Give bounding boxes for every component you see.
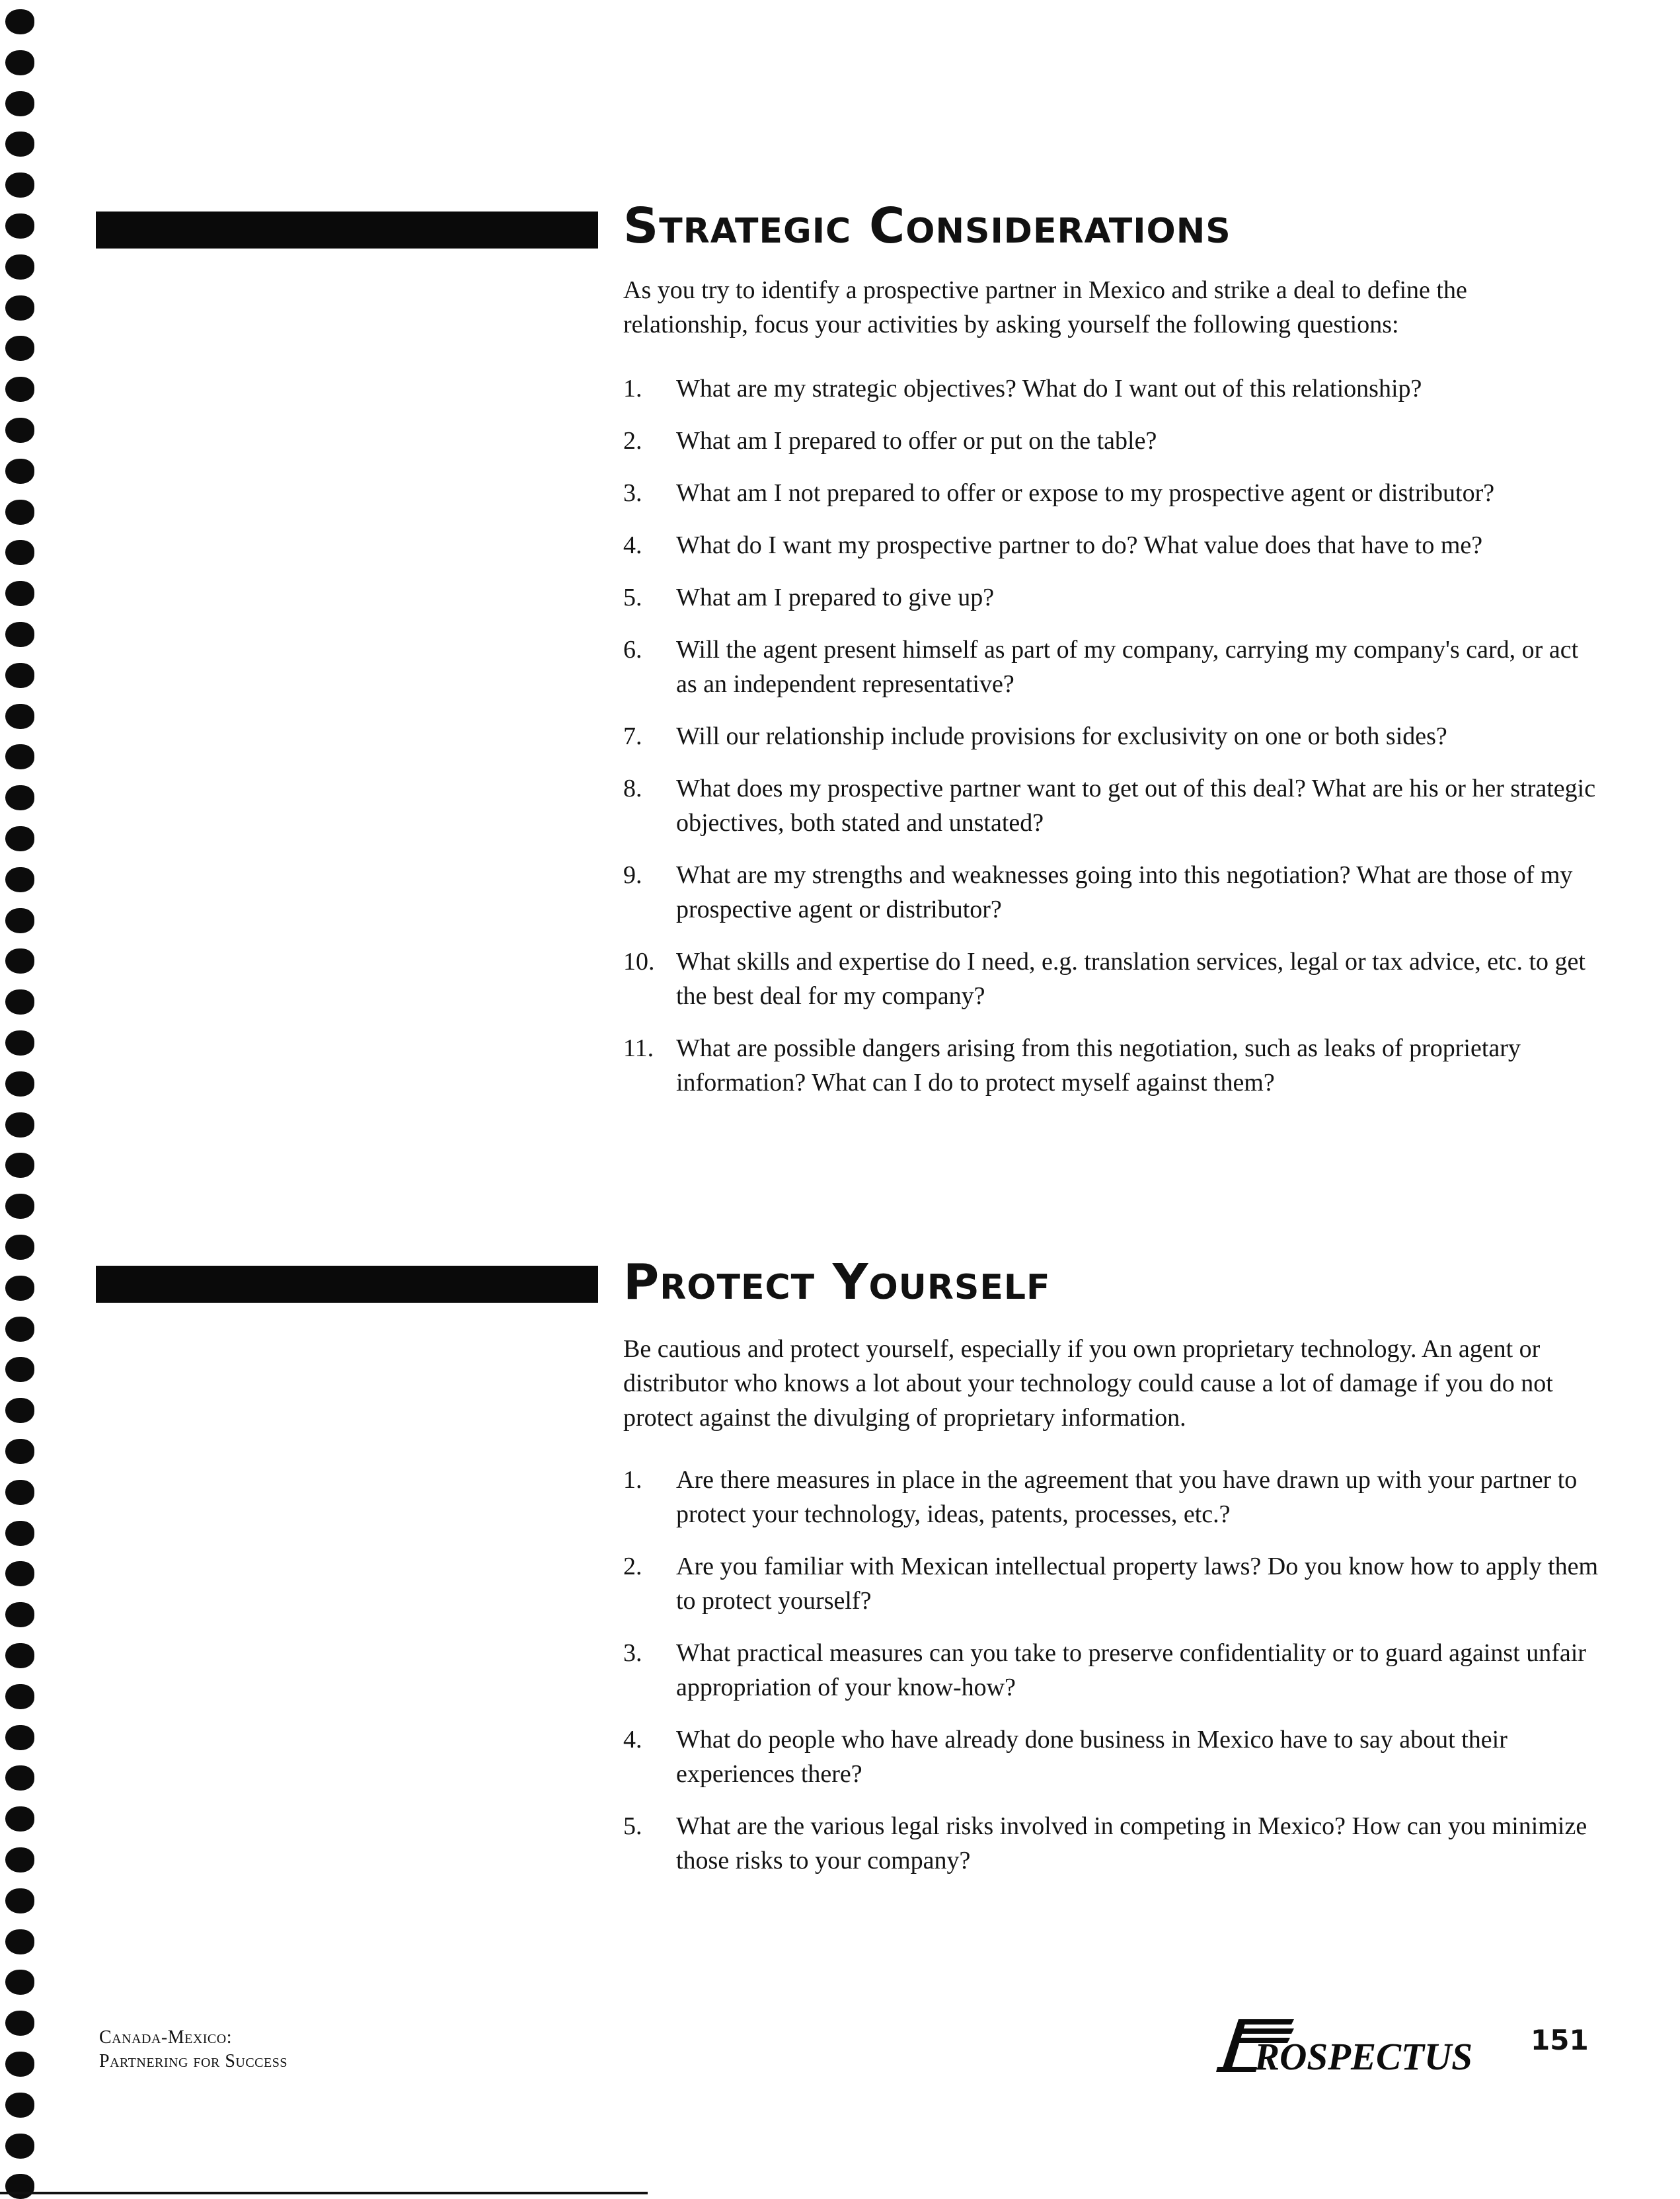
binding-hole [5,1970,34,1995]
binding-hole [5,2174,34,2199]
question-number: 7. [623,722,642,750]
binding-hole [5,622,34,647]
question-item [623,476,1601,510]
section-intro: As you try to identify a prospective partner in Mexico and strike a deal to define the relationship, focus your activities by asking yourself the following questions: [623,276,1467,338]
binding-hole [5,540,34,565]
binding-hole [5,1602,34,1627]
question-item [623,1463,1601,1531]
binding-hole [5,50,34,75]
binding-hole [5,1643,34,1668]
question-item [623,771,1601,840]
binding-hole [5,1194,34,1219]
question-list [623,1463,1601,1896]
binding-hole [5,2052,34,2077]
binding-hole [5,1071,34,1097]
binding-hole [5,2011,34,2036]
binding-hole [5,1765,34,1791]
binding-hole [5,213,34,239]
question-number: 11. [623,1034,654,1062]
question-item [623,371,1601,406]
question-item [623,580,1601,615]
question-text: What are my strategic objectives? What do I want out of this relationship? [676,375,1422,403]
question-number: 3. [623,479,642,507]
binding-hole [5,9,34,34]
binding-hole [5,704,34,729]
question-text: What am I prepared to give up? [676,584,995,611]
binding-hole [5,1439,34,1464]
binding-hole [5,254,34,280]
question-number: 4. [623,1726,642,1754]
question-text: Will the agent present himself as part of my company, carrying my company's card, or act as an independent representative? [676,636,1579,698]
question-text: What practical measures can you take to preserve confidentiality or to guard against unfair appropriation of your know-how? [676,1639,1586,1701]
section-heading-protect-yourself: Protect Yourself [623,1254,1051,1311]
spiral-binding [0,0,46,2198]
binding-hole [5,2093,34,2118]
question-number: 10. [623,948,655,976]
question-text: What does my prospective partner want to get out of this deal? What are his or her strategic objectives, both stated and unstated? [676,775,1596,837]
section-bar [96,212,598,249]
binding-hole [5,1684,34,1709]
binding-hole [5,1153,34,1178]
footer-line-2: Partnering for Success [99,2051,287,2071]
prospectus-logo [1216,2011,1480,2077]
binding-hole [5,663,34,688]
binding-hole [5,336,34,361]
question-text: Are you familiar with Mexican intellectual property laws? Do you know how to apply them to protect yourself? [676,1553,1599,1615]
binding-hole [5,1317,34,1342]
question-text: What do people who have already done business in Mexico have to say about their experiences there? [676,1726,1508,1788]
binding-hole [5,173,34,198]
question-number: 6. [623,636,642,664]
question-item [623,1636,1601,1705]
binding-hole [5,989,34,1015]
question-item [623,719,1601,753]
question-item [623,1549,1601,1618]
binding-hole [5,1806,34,1832]
binding-hole [5,826,34,851]
question-text: Are there measures in place in the agreement that you have drawn up with your partner to protect your technology, ideas, patents, processes, etc.? [676,1466,1578,1528]
question-text: What are possible dangers arising from this negotiation, such as leaks of proprietary information? What can I do to protect myself against them? [676,1034,1521,1097]
question-item [623,945,1601,1013]
question-list [623,371,1601,1118]
binding-hole [5,2134,34,2159]
question-item [623,1809,1601,1878]
binding-hole [5,908,34,933]
question-number: 1. [623,375,642,403]
svg-text:ROSPECTUS: ROSPECTUS [1254,2035,1472,2077]
question-text: Will our relationship include provisions for exclusivity on one or both sides? [676,722,1447,750]
binding-hole [5,459,34,484]
binding-hole [5,744,34,769]
binding-hole [5,1929,34,1954]
binding-hole [5,581,34,606]
question-item [623,528,1601,562]
footer-line-1: Canada-Mexico: [99,2027,232,2048]
binding-hole [5,500,34,525]
question-number: 3. [623,1639,642,1667]
question-item [623,424,1601,458]
binding-hole [5,1888,34,1913]
question-text: What am I prepared to offer or put on the table? [676,427,1157,455]
binding-hole [5,418,34,443]
binding-hole [5,1521,34,1546]
question-text: What are the various legal risks involved in competing in Mexico? How can you minimize those risks to your company? [676,1812,1587,1874]
question-number: 5. [623,584,642,611]
question-item [623,633,1601,701]
question-number: 1. [623,1466,642,1494]
binding-hole [5,295,34,321]
question-text: What am I not prepared to offer or expose to my prospective agent or distributor? [676,479,1495,507]
question-number: 4. [623,531,642,559]
binding-hole [5,1112,34,1138]
page-edge-rule [0,2192,648,2194]
binding-hole [5,1561,34,1586]
question-number: 2. [623,427,642,455]
question-number: 9. [623,861,642,889]
question-number: 5. [623,1812,642,1840]
binding-hole [5,1847,34,1872]
page-number: 151 [1531,2024,1589,2056]
footer-publication-title [99,2026,287,2073]
binding-hole [5,1276,34,1301]
binding-hole [5,1725,34,1750]
binding-hole [5,1235,34,1260]
binding-hole [5,91,34,116]
binding-hole [5,1357,34,1382]
question-item [623,858,1601,927]
binding-hole [5,785,34,810]
binding-hole [5,867,34,892]
question-text: What are my strengths and weaknesses going into this negotiation? What are those of my prospective agent or distributor? [676,861,1573,923]
question-item [623,1722,1601,1791]
question-text: What do I want my prospective partner to do? What value does that have to me? [676,531,1483,559]
section-bar [96,1266,598,1303]
binding-hole [5,1398,34,1423]
question-number: 2. [623,1553,642,1580]
binding-hole [5,132,34,157]
binding-hole [5,1480,34,1505]
binding-hole [5,948,34,974]
question-text: What skills and expertise do I need, e.g. translation services, legal or tax advice, etc. to get the best deal for my company? [676,948,1585,1010]
question-number: 8. [623,775,642,802]
binding-hole [5,1030,34,1056]
section-heading-strategic-considerations: Strategic Considerations [623,198,1231,254]
question-item [623,1031,1601,1100]
binding-hole [5,377,34,402]
section-intro: Be cautious and protect yourself, especially if you own proprietary technology. An agent or distributor who knows a lot about your technology could cause a lot of damage if you do not protect against the divulging of proprietary information. [623,1335,1553,1432]
